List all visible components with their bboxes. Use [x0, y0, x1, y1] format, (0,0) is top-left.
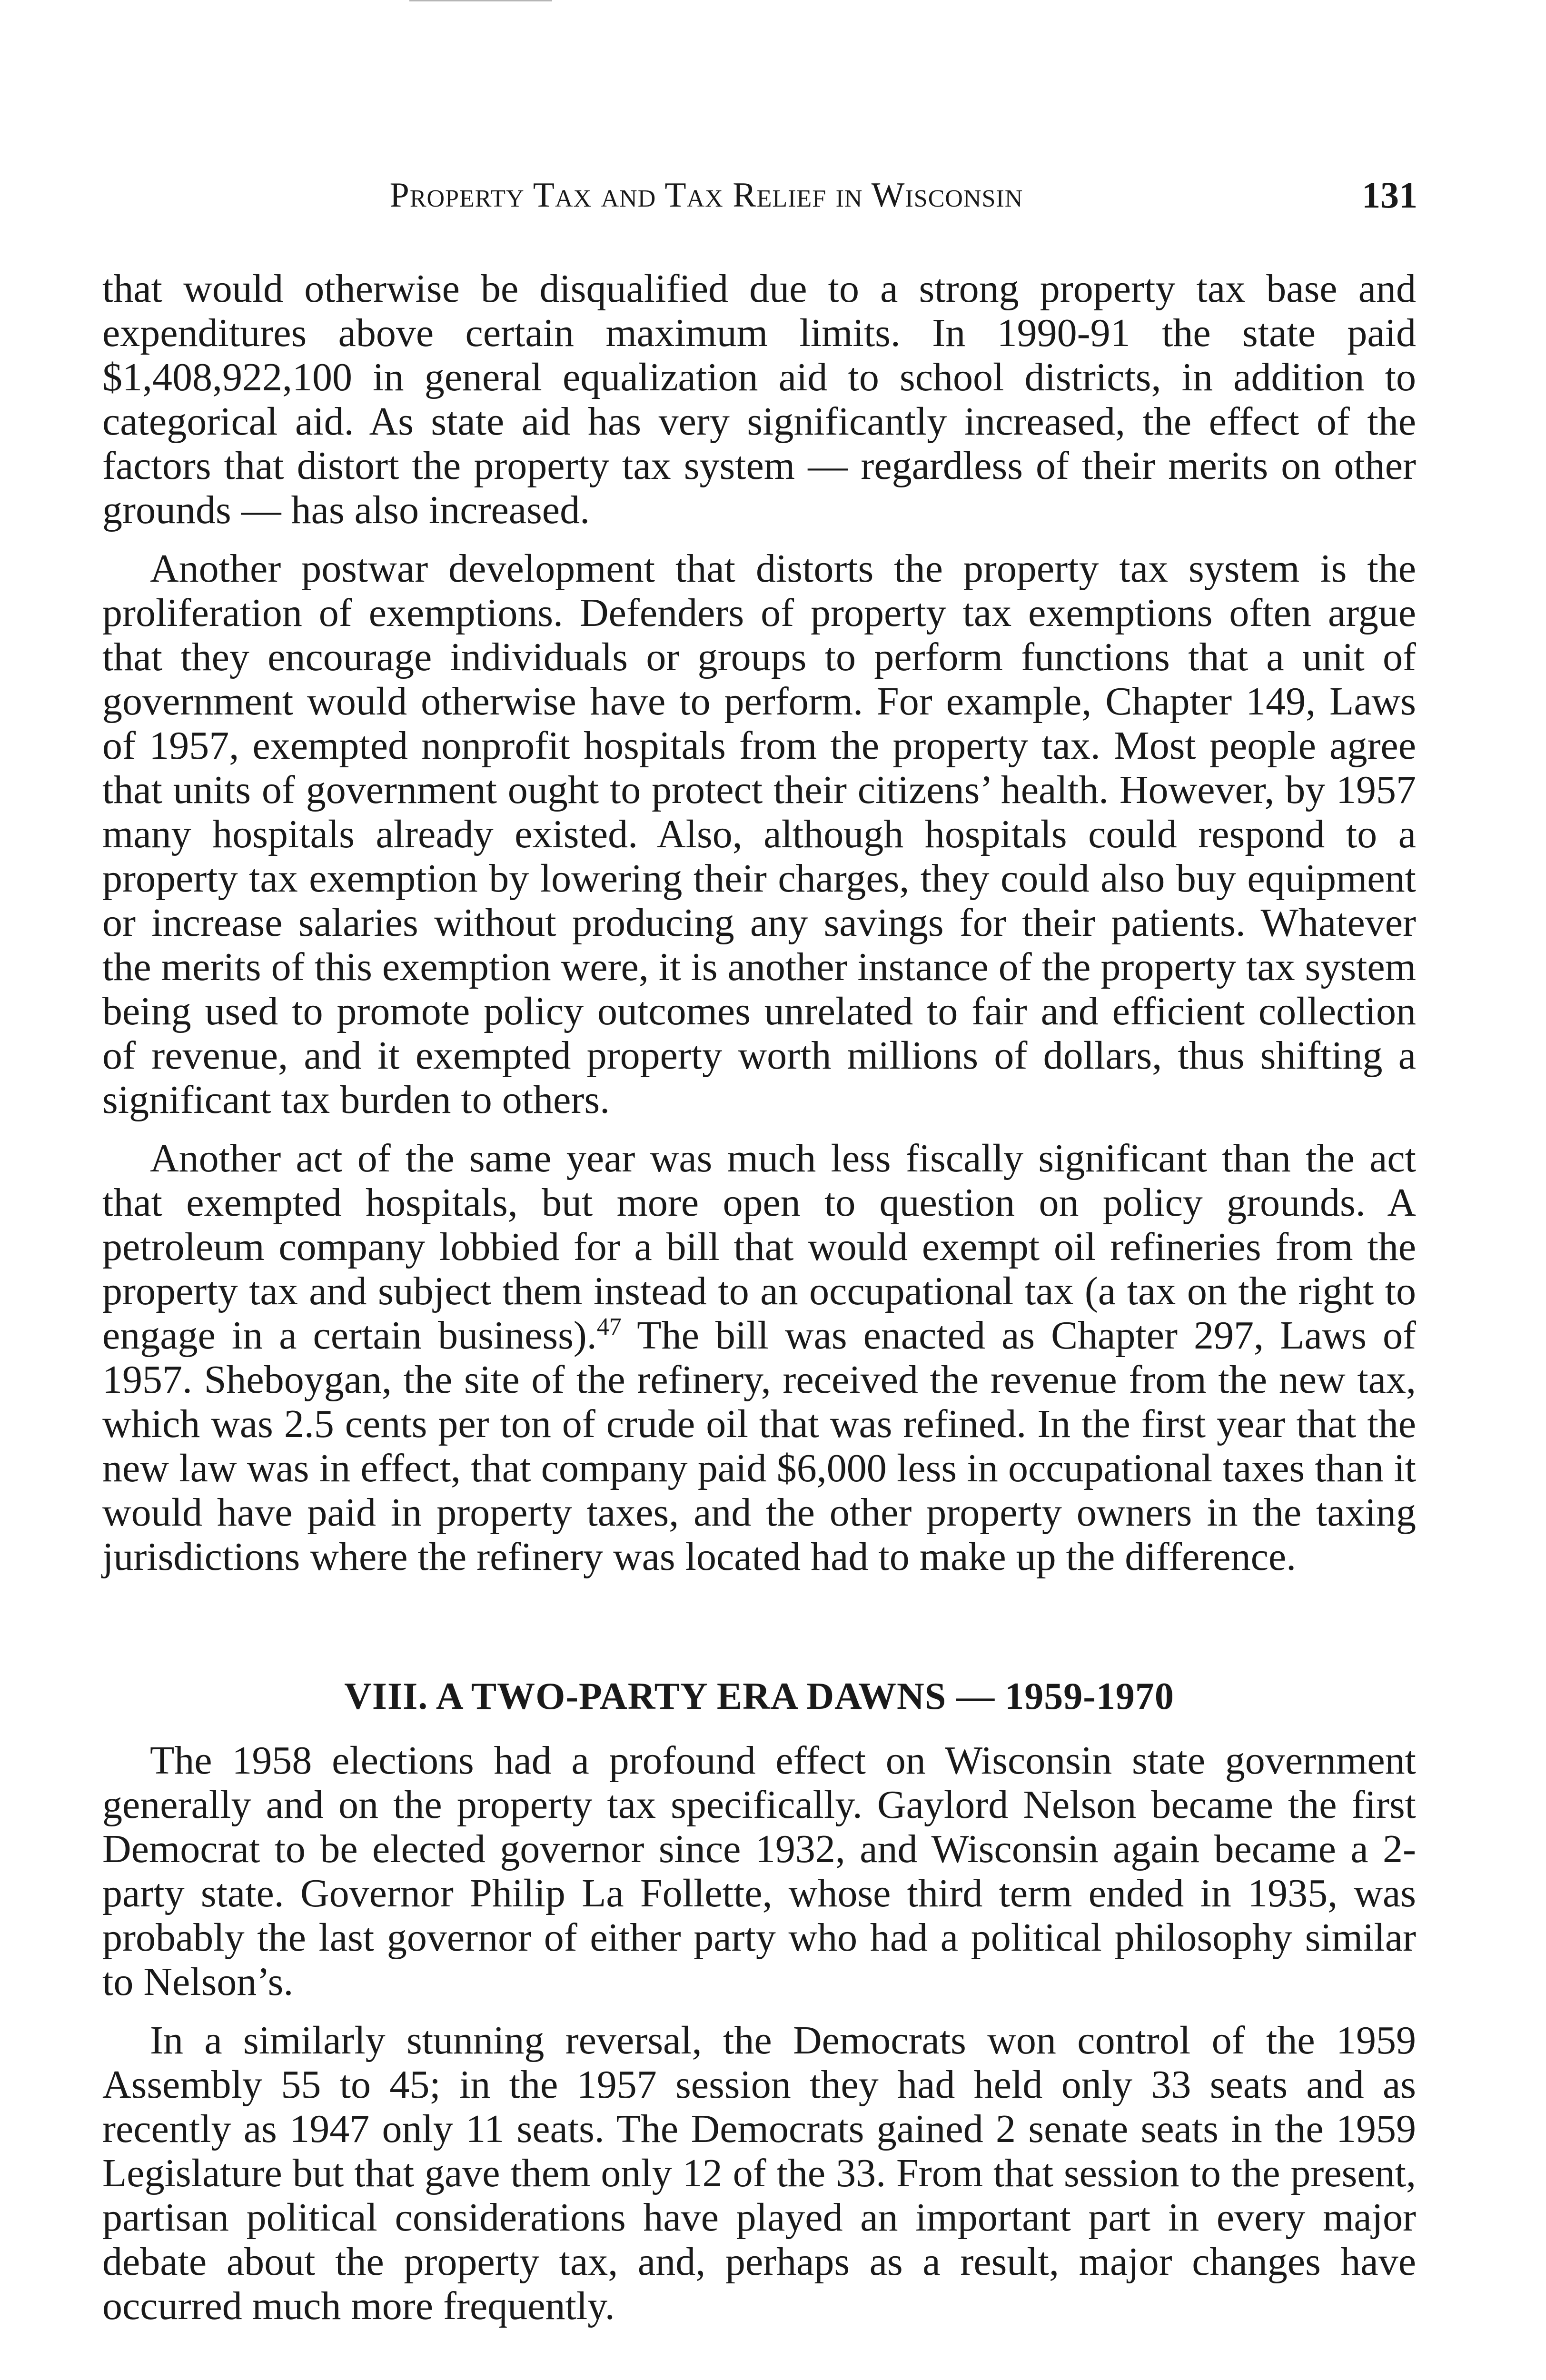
refinery-text-part2: The bill was enacted as Chapter 297, Laws of 1957. Sheboygan, the site of the refinery, received the revenue from the new tax, which was 2.5 cents per ton of crude oil that was refined. In the first year that the new law was in effect, that company paid $6,000 less in occupational taxes than it would have paid in property taxes, and the other property owners in the taxing jurisdictions where the refinery was located had to make up the difference.: [102, 1313, 1416, 1579]
running-header: [109, 174, 1417, 217]
section-heading: VIII. A TWO-PARTY ERA DAWNS — 1959-1970: [344, 1676, 1174, 1717]
paragraph-1958-elections: The 1958 elections had a profound effect on Wisconsin state government generally and on the property tax specifically. Gaylord Nelson became the first Democrat to be elected governor since 1932, and Wisconsin again became a 2-party state. Governor Philip La Follette, whose third term ended in 1935, was probably the last governor of either party who had a political philosophy similar to Nelson’s.: [102, 1738, 1416, 2004]
footnote-ref-47: 47: [596, 1313, 622, 1340]
paragraph-refinery: [102, 1136, 1416, 1579]
paragraph-exemptions: Another postwar development that distorts the property tax system is the proliferation of exemptions. Defenders of property tax exemptions often argue that they encourage individuals or groups to perform functions that a unit of government would otherwise have to perform. For example, Chapter 149, Laws of 1957, exempted nonprofit hospitals from the property tax. Most people agree that units of government ought to protect their citizens’ health. However, by 1957 many hospitals already existed. Also, although hospitals could respond to a property tax exemption by lowering their charges, they could also buy equipment or increase salaries without producing any savings for their patients. Whatever the merits of this exemption were, it is another instance of the property tax system being used to promote policy outcomes unrelated to fair and efficient collection of revenue, and it exempted property worth millions of dollars, thus shifting a significant tax burden to others.: [102, 546, 1416, 1122]
refinery-text-part1: Another act of the same year was much less fiscally significant than the act that exempted hospitals, but more open to question on policy grounds. A petroleum company lobbied for a bill that would exempt oil refineries from the property tax and subject them instead to an occupational tax (a tax on the right to engage in a certain business).: [102, 1136, 1416, 1358]
paragraph-continued: that would otherwise be disqualified due to a strong property tax base and expenditures above certain maximum limits. In 1990-91 the state paid $1,408,922,100 in general equalization aid to school districts, in addition to categorical aid. As state aid has very significantly increased, the effect of the factors that distort the property tax system — regardless of their merits on other grounds — has also increased.: [102, 267, 1416, 532]
body-text: [102, 267, 1416, 2328]
paragraph-democrats-reversal: In a similarly stunning reversal, the Democrats won control of the 1959 Assembly 55 to 45; in the 1957 session they had held only 33 seats and as recently as 1947 only 11 seats. The Democrats gained 2 senate seats in the 1959 Legislature but that gave them only 12 of the 33. From that session to the present, partisan political considerations have played an important part in every major debate about the property tax, and, perhaps as a result, major changes have occurred much more frequently.: [102, 2018, 1416, 2328]
top-edge-rule: [409, 0, 552, 4]
page-number: 131: [1362, 174, 1417, 216]
running-title: Property Tax and Tax Relief in Wisconsin: [389, 176, 1023, 215]
